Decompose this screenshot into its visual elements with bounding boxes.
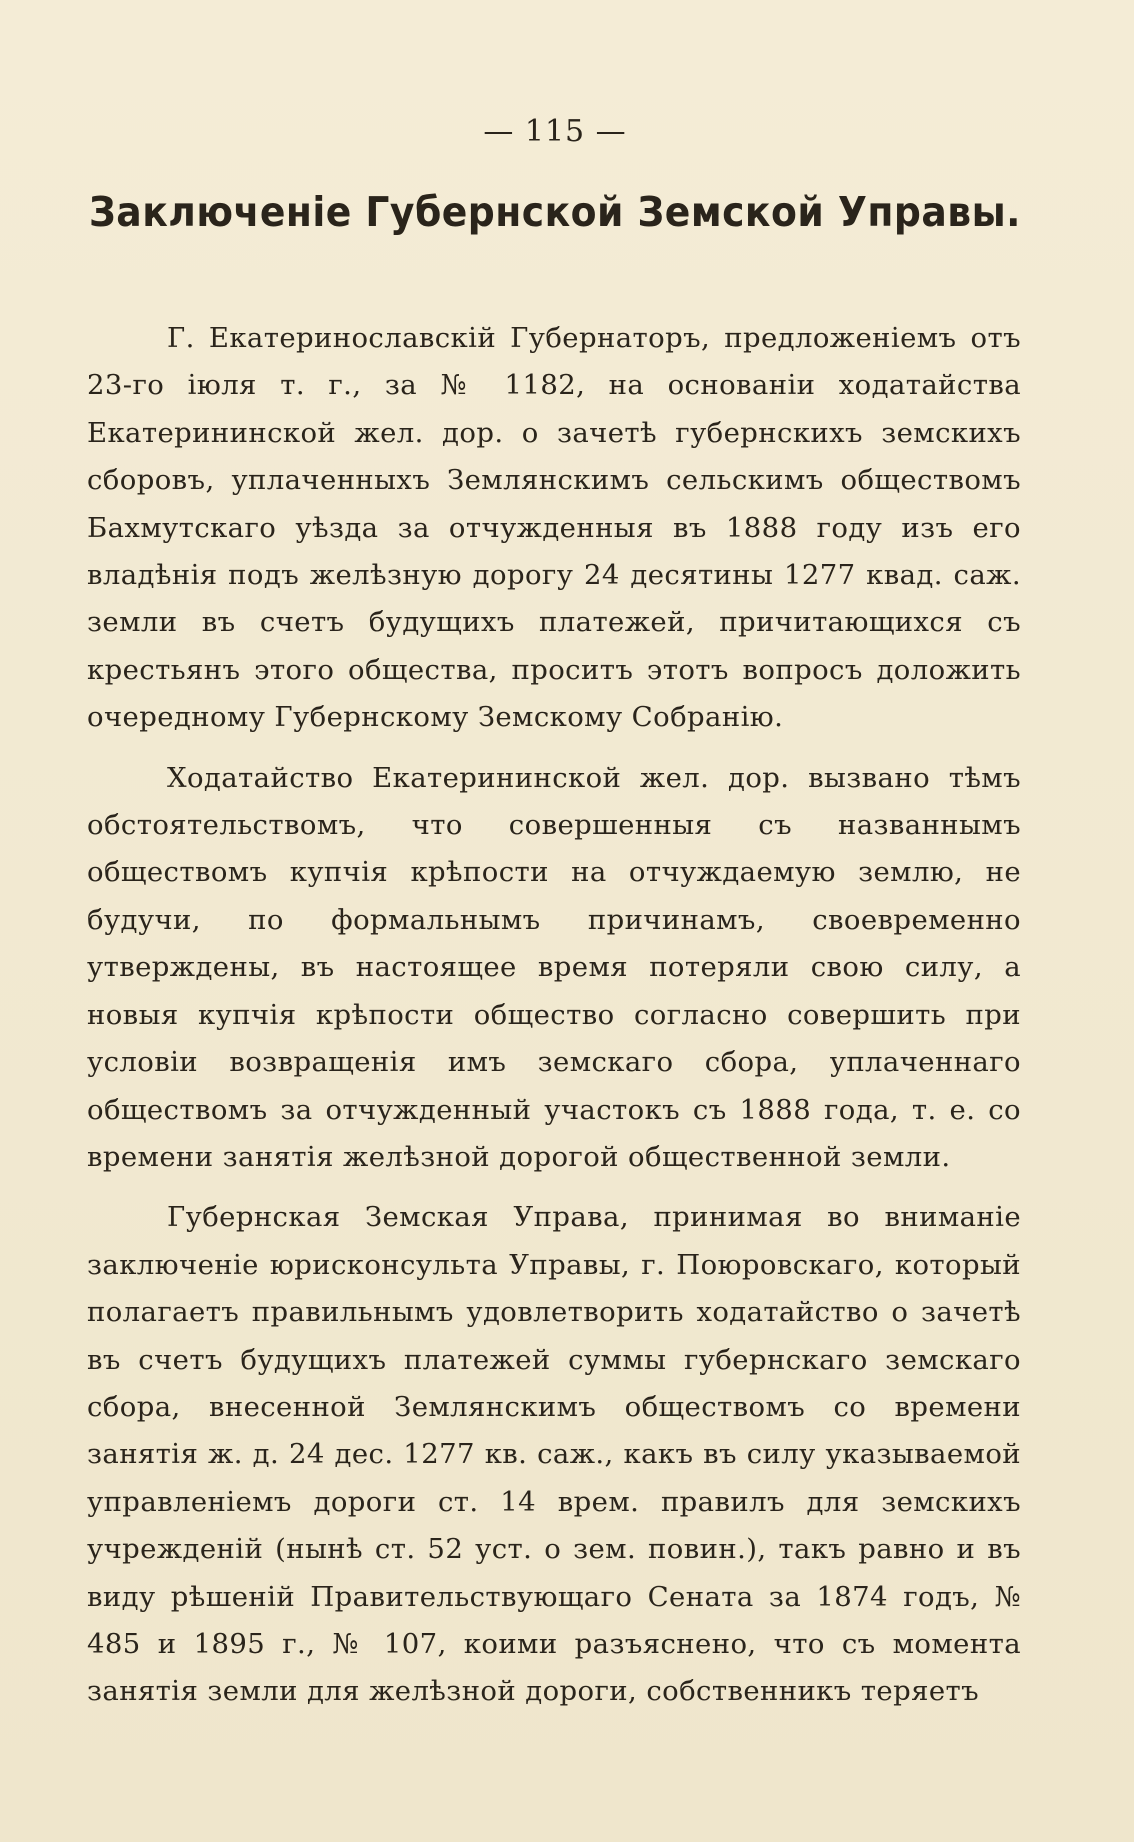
paragraph-3: Губернская Земская Управа, принимая во вниманiе заключенiе юрисконсульта Управы, г. Поюровскаго, который полагаетъ правильнымъ удовлетворить ходатайство о зачетѣ въ счетъ будущихъ платежей суммы губернскаго земскаго сбора, внесенной Землянскимъ обществомъ со времени занятiя ж. д. 24 дес. 1277 кв. саж., какъ въ силу указываемой управленiемъ дороги ст. 14 врем. правилъ для земскихъ учрежденiй (нынѣ ст. 52 уст. о зем. повин.), такъ равно и въ виду рѣшенiй Правительствующаго Сената за 1874 годъ, № 485 и 1895 г., № 107, коими разъяснено, что съ момента занятiя земли для желѣзной дороги, собственникъ теряетъ [87,1201,1021,1708]
page-title: Заключенiе Губернской Земской Управы. [89,188,1021,236]
paragraph-1: Г. Екатеринославскiй Губернаторъ, предложенiемъ отъ 23-го iюля т. г., за № 1182, на основанiи ходатайства Екатерининской жел. дор. о зачетѣ губернскихъ земскихъ сборовъ, уплаченныхъ Землянскимъ сельскимъ обществомъ Бахмутскаго уѣзда за отчужденныя въ 1888 году изъ его владѣнiя подъ желѣзную дорогу 24 десятины 1277 квад. саж. земли въ счетъ будущихъ платежей, причитающихся съ крестьянъ этого общества, проситъ этотъ вопросъ доложить очередному Губернскому Земскому Собранiю. [87,322,1021,734]
page-number: — 115 — [483,114,627,149]
paragraph-2: Ходатайство Екатерининской жел. дор. вызвано тѣмъ обстоятельствомъ, что совершенныя съ названнымъ обществомъ купчiя крѣпости на отчуждаемую землю, не будучи, по формальнымъ причинамъ, своевременно утверждены, въ настоящее время потеряли свою силу, а новыя купчiя крѣпости общество согласно совершить при условiи возвращенiя имъ земскаго сбора, уплаченнаго обществомъ за отчужденный участокъ съ 1888 года, т. е. со времени занятiя желѣзной дорогой общественной земли. [87,761,1021,1173]
body-text [87,315,1021,1716]
